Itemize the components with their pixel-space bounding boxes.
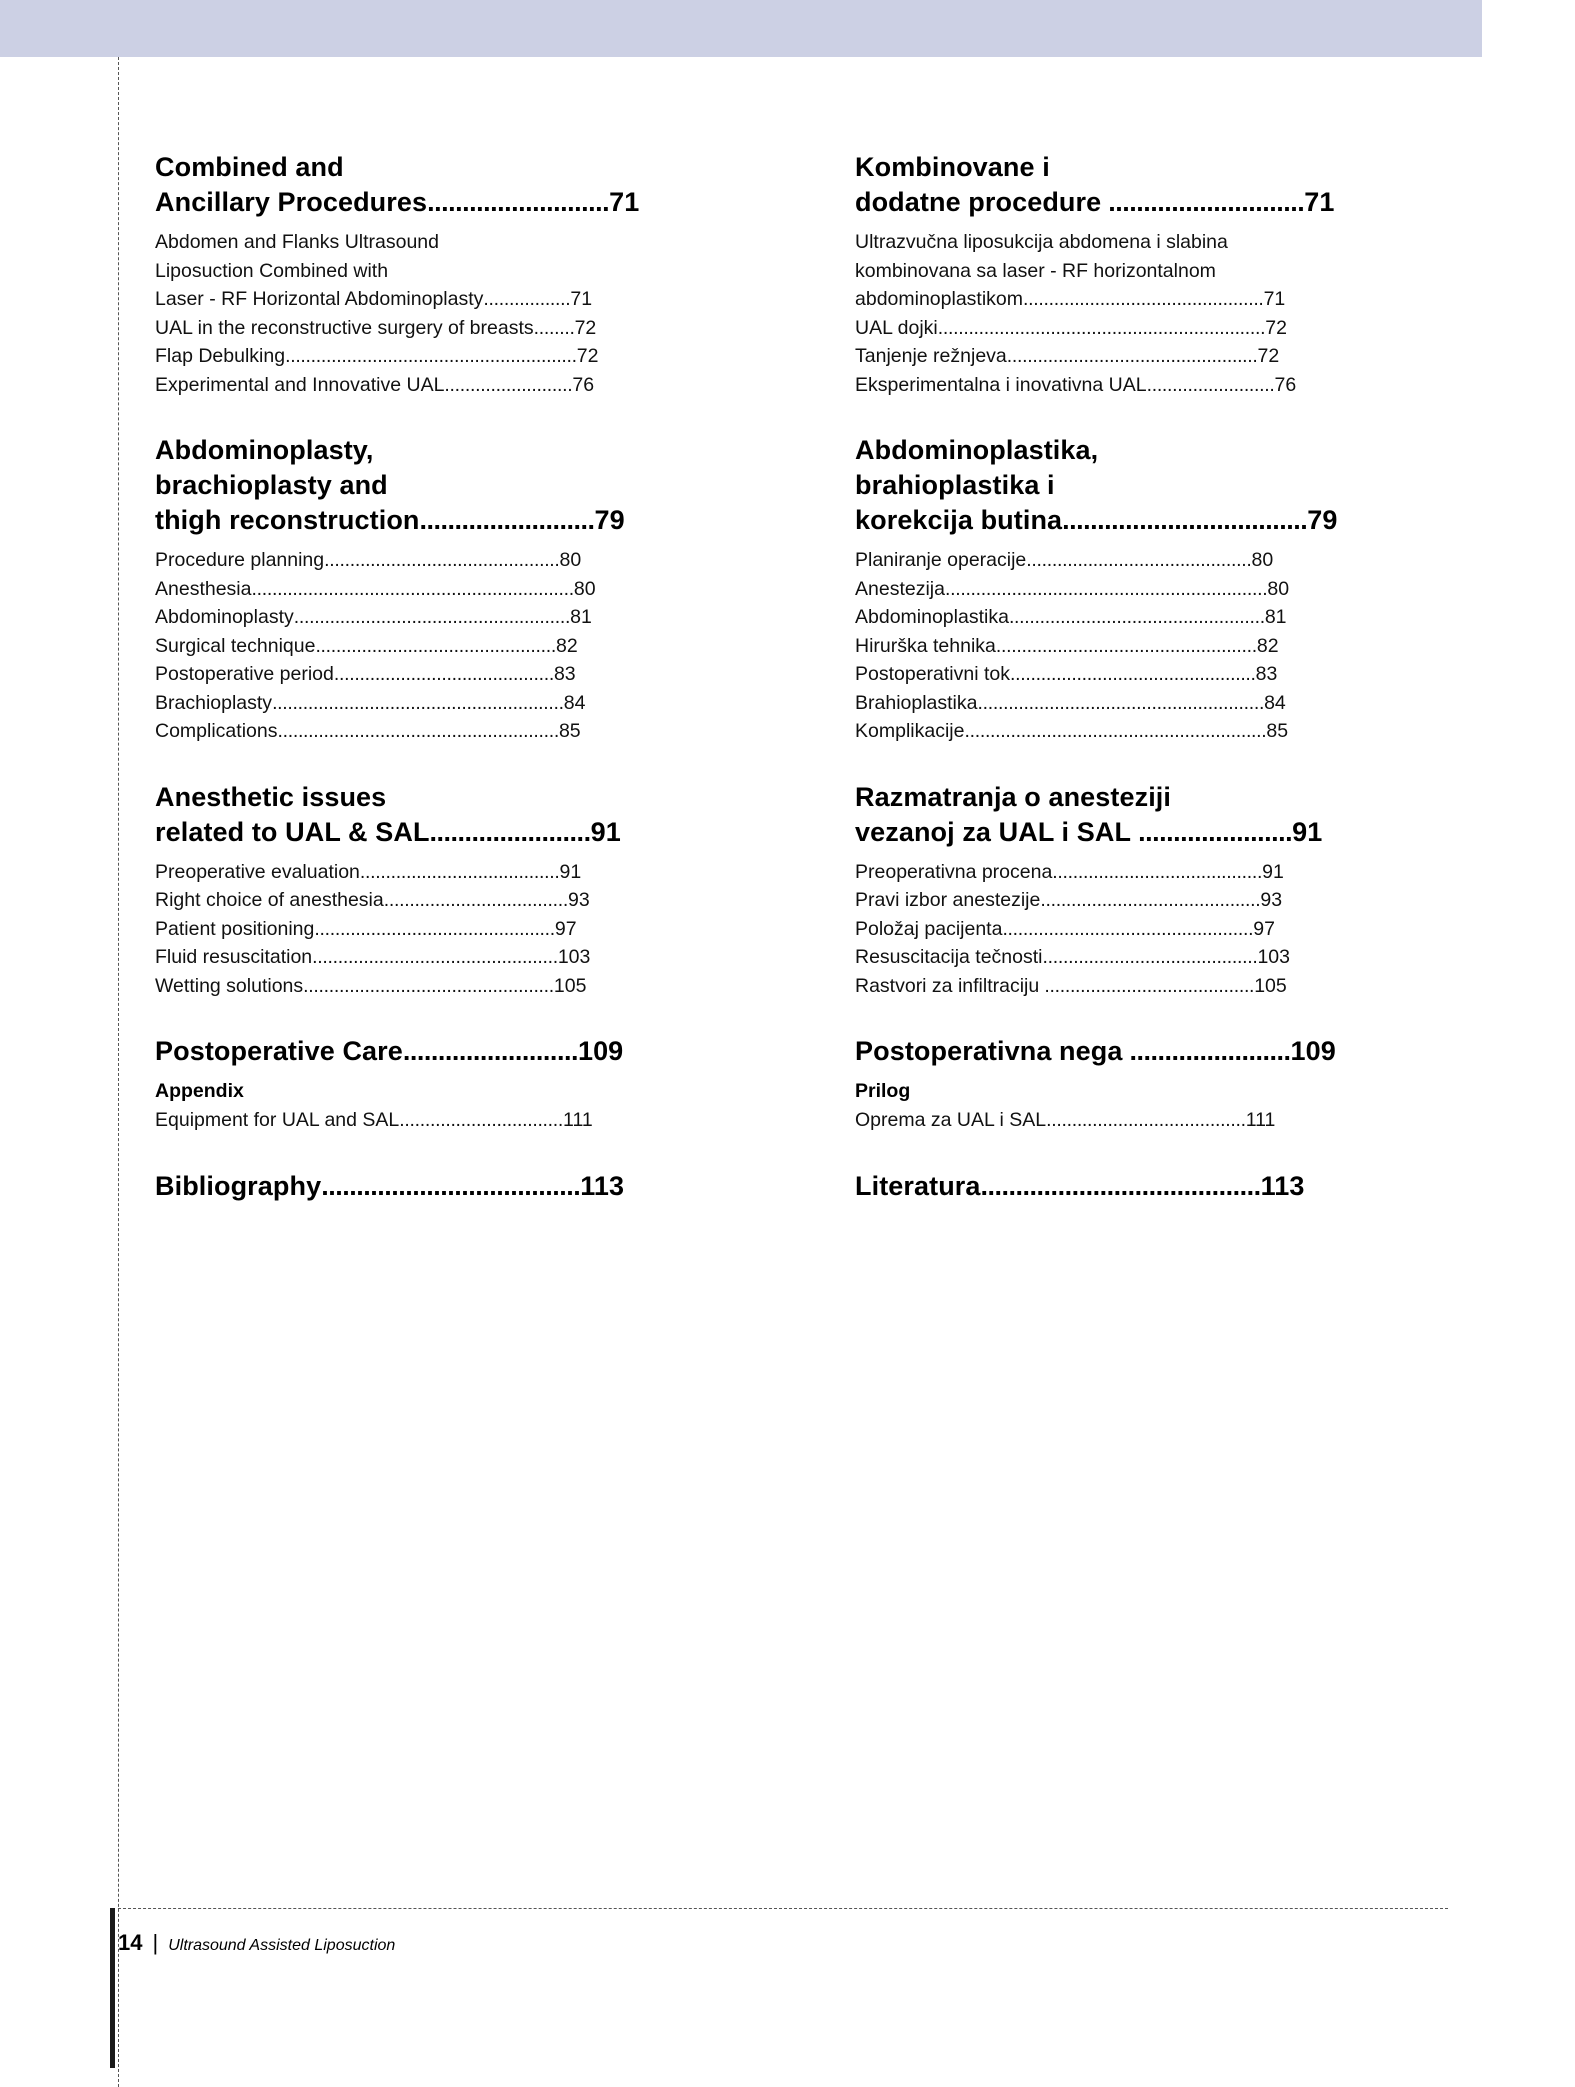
toc-en-entry[interactable] [155,689,775,717]
section-title-leader: ......................... [419,505,595,536]
entry-page-number: 81 [570,606,592,629]
entry-leader: ......................... [1146,373,1275,396]
entry-leader: ................................................ [312,946,558,969]
entry-leader: ............................................................... [944,577,1268,600]
toc-sr-entry[interactable] [855,660,1475,688]
toc-sr-entry[interactable] [855,943,1475,971]
section-title-page-number: 91 [590,816,621,847]
toc-sr-entry[interactable] [855,632,1475,660]
footer-separator: | [152,1930,159,1955]
entry-leader: ........................................................ [977,691,1265,714]
entry-leader: ....................................... [1046,1109,1246,1132]
entry-page-number: 81 [1264,606,1287,629]
entry-page-number: 111 [563,1109,593,1132]
entry-label: Flap Debulking [155,345,286,368]
entry-leader: ............................................................... [251,577,574,600]
entry-page-number: 76 [1274,373,1297,396]
entry-leader: ....................................................... [277,720,559,743]
section-title-leader: ................................... [1062,505,1308,536]
entry-label: Abdomen and Flanks Ultrasound [155,231,439,254]
toc-en-entry[interactable] [155,285,775,313]
toc-en-entry[interactable] [155,257,775,285]
entry-leader: ................................................. [1002,917,1254,940]
toc-en-section [155,150,775,399]
entry-label: Procedure planning [155,549,325,572]
toc-en-section-title[interactable] [155,433,775,538]
toc-sr-subheading: Prilog [855,1080,911,1103]
entry-page-number: 85 [1266,720,1289,743]
toc-en-subheading: Appendix [155,1080,244,1103]
toc-en-entry[interactable] [155,546,775,574]
entry-page-number: 103 [557,946,591,969]
entry-leader: ............................................... [314,917,555,940]
entry-label: Laser - RF Horizontal Abdominoplasty [155,288,484,311]
entry-label: Liposuction Combined with [155,259,389,282]
entry-page-number: 83 [1255,663,1278,686]
entry-leader: ......................................... [1052,860,1263,883]
entry-label: Fluid resuscitation [155,946,313,969]
entry-page-number: 105 [553,974,587,997]
section-title-page-number: 79 [594,505,625,536]
entry-leader: .................................................. [1008,606,1265,629]
toc-sr-section [855,433,1475,746]
toc-column-english [155,150,775,1238]
entry-leader: .............................................. [324,549,560,572]
toc-en-section [155,433,775,746]
toc-sr-entry[interactable] [855,972,1475,1000]
entry-page-number: 84 [1264,691,1286,714]
toc-en-entry[interactable] [155,632,775,660]
section-title-line: Bibliography [155,1170,322,1201]
entry-label: kombinovana sa laser - RF horizontalnom [855,259,1216,282]
section-title-leader: ............................ [1101,187,1305,218]
toc-en-section-title[interactable] [155,1169,775,1204]
entry-page-number: 72 [576,345,599,368]
entry-label: Tanjenje režnjeva [855,345,1007,368]
toc-sr-section-title[interactable] [855,780,1475,850]
entry-page-number: 84 [563,691,586,714]
section-title-line: vezanoj za UAL i SAL [855,816,1132,847]
section-title-leader: ........................................ [980,1170,1261,1201]
entry-label: Equipment for UAL and SAL [155,1109,400,1132]
section-title-line: Postoperativna nega [855,1036,1123,1067]
section-title-line: Postoperative Care [155,1036,403,1067]
toc-sr-entry[interactable] [855,228,1475,256]
entry-page-number: 71 [1263,288,1286,311]
entry-label: abdominoplastikom [855,288,1024,311]
toc-en-section-title[interactable] [155,1034,775,1069]
toc-en-section [155,1169,775,1204]
section-title-line: Combined and [155,152,344,182]
entry-leader: ............................................... [1023,288,1264,311]
entry-page-number: 80 [1251,549,1274,572]
entry-label: Anestezija [855,577,945,600]
entry-label: Ultrazvučna liposukcija abdomena i slabina [855,231,1228,254]
entry-page-number: 97 [554,917,577,940]
toc-sr-section [855,780,1475,1001]
entry-label: Rastvori za infiltraciju [855,974,1040,997]
toc-en-entry[interactable] [155,371,775,399]
entry-leader: ........................................................... [964,720,1267,743]
entry-page-number: 80 [559,549,582,572]
entry-leader: ......................................................... [285,345,577,368]
entry-label: Experimental and Innovative UAL [155,373,445,396]
section-title-line: Anesthetic issues [155,781,387,812]
section-title-line: brahioplastika i [855,470,1055,501]
entry-page-number: 111 [1245,1109,1276,1132]
toc-sr-section [855,1034,1475,1135]
entry-page-number: 72 [1257,345,1280,368]
section-title-line: Abdominoplastika, [855,435,1099,465]
entry-page-number: 72 [574,316,597,339]
section-title-line: Kombinovane i [855,152,1050,182]
section-title-line: related to UAL & SAL [155,816,430,847]
entry-label: Abdominoplasty [155,606,294,629]
section-title-line: Ancillary Procedures [155,187,428,218]
entry-label: Wetting solutions [155,974,304,997]
toc-en-entry[interactable] [155,228,775,256]
entry-label: Preoperative evaluation [155,860,360,883]
toc-sr-section [855,1169,1475,1204]
entry-leader: ............................................... [315,634,556,657]
entry-label: Planiranje operacije [855,549,1027,572]
entry-label: Položaj pacijenta [855,917,1003,940]
page-number: 14 [118,1930,143,1955]
toc-sr-section-title[interactable] [855,433,1475,538]
section-title-line: thigh reconstruction [155,505,420,536]
entry-leader: ................................................... [995,634,1257,657]
entry-leader: ............................................ [1026,549,1252,572]
toc-sr-entry[interactable] [855,858,1475,886]
entry-label: Brachioplasty [155,691,273,714]
toc-en-section [155,780,775,1001]
toc-en-entry[interactable] [155,1106,775,1134]
entry-leader: ................................................. [1006,345,1258,368]
toc-en-entry[interactable] [155,886,775,914]
entry-label: Komplikacije [855,720,965,743]
toc-column-serbian [855,150,1475,1238]
section-title-leader: ....................... [1122,1036,1291,1067]
toc-sr-entry[interactable] [855,717,1475,745]
entry-leader: ................. [483,288,571,311]
toc-en-entry[interactable] [155,972,775,1000]
entry-page-number: 103 [1257,946,1290,969]
entry-label: Postoperative period [155,663,334,686]
entry-label: Complications [155,720,278,743]
toc-sr-entry[interactable] [855,285,1475,313]
toc-sr-section [855,150,1475,399]
entry-label: Resuscitacija tečnosti [855,946,1043,969]
toc-en-section-title[interactable] [155,780,775,850]
toc-sr-entry[interactable] [855,575,1475,603]
entry-label: Surgical technique [155,634,316,657]
entry-page-number: 85 [558,720,581,743]
entry-label: Brahioplastika [855,691,978,714]
section-title-line: Abdominoplasty, [155,435,374,465]
section-title-page-number: 113 [1260,1170,1305,1201]
toc-sr-entry[interactable] [855,1106,1475,1134]
toc-sr-section-title[interactable] [855,150,1475,220]
toc-en-section-title[interactable] [155,150,775,220]
section-title-leader: ....................... [429,816,591,847]
entry-page-number: 80 [1267,577,1290,600]
entry-label: Abdominoplastika [855,606,1009,629]
toc-sr-entry[interactable] [855,546,1475,574]
footer-book-title: Ultrasound Assisted Liposuction [168,1937,396,1954]
entry-leader: ................................ [399,1109,564,1132]
toc-en-entry[interactable] [155,858,775,886]
toc-en-entry[interactable] [155,660,775,688]
entry-page-number: 91 [559,860,582,883]
section-title-line: dodatne procedure [855,187,1102,218]
entry-leader: ...................................................... [293,606,571,629]
entry-page-number: 72 [1265,316,1287,339]
toc-en-entry[interactable] [155,342,775,370]
section-title-leader: ......................... [402,1036,578,1067]
toc-en-section [155,1034,775,1135]
entry-label: Oprema za UAL i SAL [855,1109,1047,1132]
entry-page-number: 76 [572,373,595,396]
toc-en-entry[interactable] [155,314,775,342]
toc-sr-entry[interactable] [855,915,1475,943]
section-title-page-number: 109 [1290,1036,1336,1067]
entry-label: Hirurška tehnika [855,634,996,657]
entry-page-number: 91 [1262,860,1284,883]
entry-leader: .......................................... [1042,946,1258,969]
entry-label: Patient positioning [155,917,315,940]
entry-leader: ........ [533,316,575,339]
section-title-line: Razmatranja o anesteziji [855,781,1172,812]
section-title-page-number: 113 [580,1170,625,1201]
entry-page-number: 97 [1253,917,1275,940]
section-title-page-number: 109 [577,1036,624,1067]
entry-leader: ........................................... [333,663,554,686]
entry-page-number: 71 [570,288,593,311]
toc-en-entry[interactable] [155,603,775,631]
entry-page-number: 93 [1260,889,1283,912]
section-title-leader: .......................... [427,187,610,218]
entry-leader: ....................................... [359,860,560,883]
entry-page-number: 105 [1254,974,1287,997]
toc-sr-entry[interactable] [855,257,1475,285]
entry-label: Preoperativna procena [855,860,1053,883]
entry-label: Eksperimentalna i inovativna UAL [855,373,1147,396]
toc-en-entry[interactable] [155,575,775,603]
toc-en-entry[interactable] [155,943,775,971]
section-title-leader: ..................................... [321,1170,581,1201]
entry-page-number: 93 [567,889,590,912]
section-title-line: brachioplasty and [155,470,388,501]
toc-sr-entry[interactable] [855,689,1475,717]
entry-page-number: 80 [573,577,596,600]
entry-label: UAL dojki [855,316,938,339]
section-title-line: Literatura [855,1170,981,1201]
entry-leader: .................................... [383,889,568,912]
entry-leader: ................................................ [1010,663,1256,686]
toc-sr-entry[interactable] [855,603,1475,631]
entry-leader: ......................................................... [272,691,564,714]
section-title-page-number: 71 [609,187,640,218]
toc-sr-entry[interactable] [855,314,1475,342]
entry-leader: ................................................. [303,974,554,997]
section-title-page-number: 71 [1304,187,1335,218]
entry-leader: ........................................... [1040,889,1261,912]
page-footer [110,1930,395,1956]
entry-page-number: 82 [1256,634,1279,657]
toc-sr-section-title[interactable] [855,1169,1475,1204]
entry-page-number: 82 [555,634,578,657]
section-title-line: korekcija butina [855,505,1063,536]
toc-sr-entry[interactable] [855,886,1475,914]
entry-label: Anesthesia [155,577,252,600]
toc-en-entry[interactable] [155,717,775,745]
entry-leader: ......................................... [1039,974,1255,997]
entry-label: Postoperativni tok [855,663,1011,686]
entry-label: Right choice of anesthesia [155,889,384,912]
entry-leader: ......................... [444,373,573,396]
toc-sr-entry[interactable] [855,342,1475,370]
entry-label: UAL in the reconstructive surgery of breasts [155,316,534,339]
section-title-page-number: 91 [1292,816,1323,847]
toc-sr-section-title[interactable] [855,1034,1475,1069]
entry-label: Pravi izbor anestezije [855,889,1041,912]
toc-sr-entry[interactable] [855,371,1475,399]
section-title-leader: ...................... [1131,816,1293,847]
toc-en-entry[interactable] [155,915,775,943]
entry-page-number: 83 [553,663,576,686]
section-title-page-number: 79 [1307,505,1338,536]
entry-leader: ................................................................ [937,316,1266,339]
